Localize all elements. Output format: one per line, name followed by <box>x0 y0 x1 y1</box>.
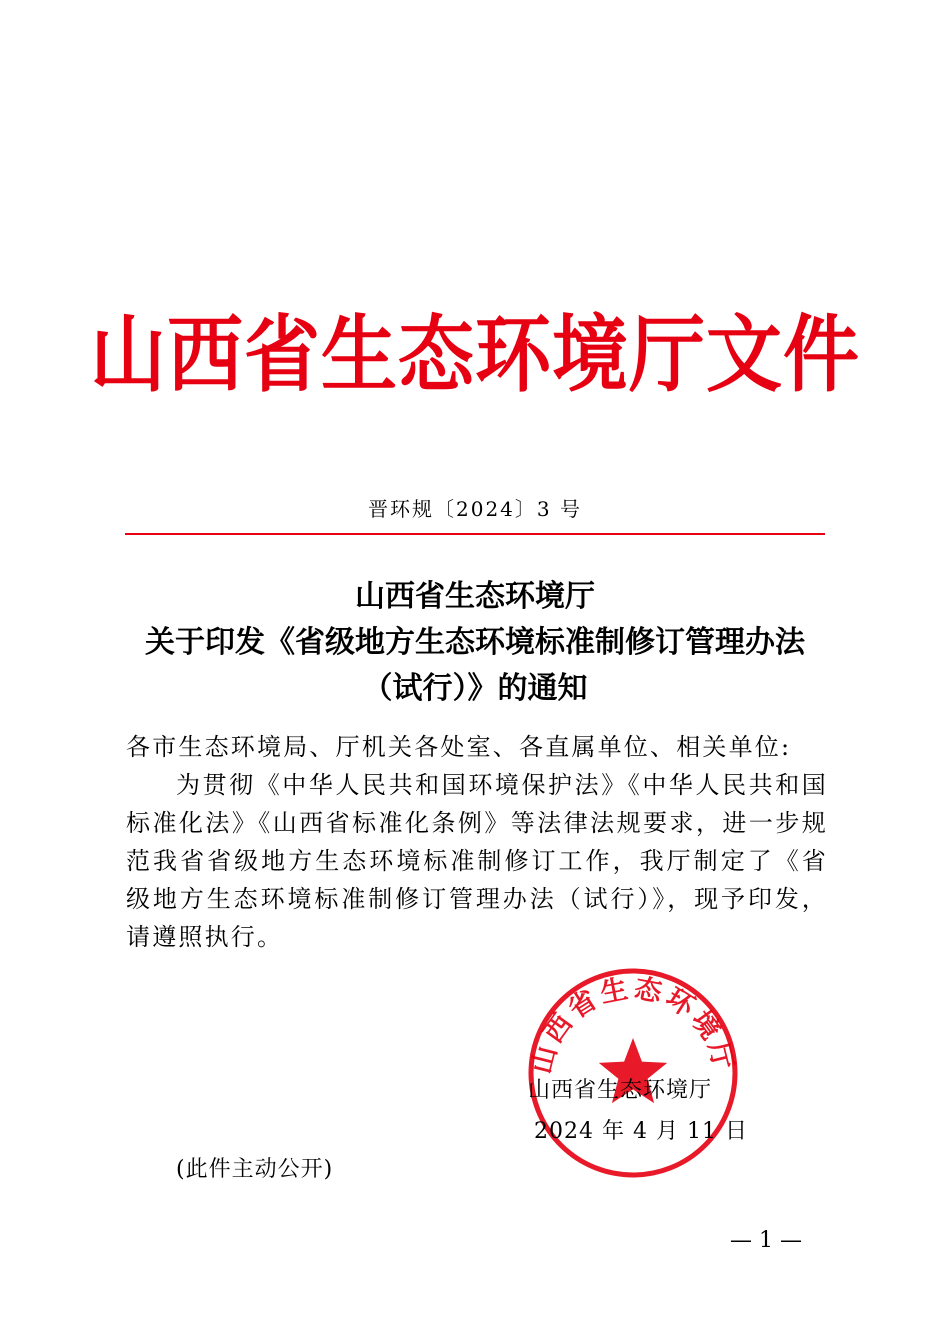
title-line: 山西省生态环境厅 <box>355 579 595 614</box>
document-header: 山西省生态环境厅文件 <box>90 305 860 404</box>
seal-text: 山西省生态环境厅 <box>526 972 740 1077</box>
red-divider <box>125 533 825 535</box>
title-line: 关于印发《省级地方生态环境标准制修订管理办法 <box>145 625 805 660</box>
salutation: 各市生态环境局、厅机关各处室、各直属单位、相关单位: <box>126 733 792 761</box>
signer: 山西省生态环境厅 <box>528 1078 713 1103</box>
notice-title <box>100 574 850 712</box>
title-line: （试行）》的通知 <box>362 671 588 706</box>
page-number: — 1 — <box>730 1228 802 1253</box>
disclosure-note: (此件主动公开) <box>176 1157 334 1182</box>
document-number: 晋环规〔2024〕3 号 <box>368 497 582 521</box>
notice-body <box>126 728 828 956</box>
body-paragraph: 为贯彻《中华人民共和国环境保护法》《中华人民共和国标准化法》《山西省标准化条例》等法律法规要求，进一步规范我省省级地方生态环境标准制修订工作，我厅制定了《省级地方生态环境标准制修订管理办法（试行）》，现予印发，请遵照执行。 <box>126 771 828 951</box>
official-seal <box>526 966 740 1180</box>
issue-date: 2024 年 4 月 11 日 <box>534 1119 748 1144</box>
